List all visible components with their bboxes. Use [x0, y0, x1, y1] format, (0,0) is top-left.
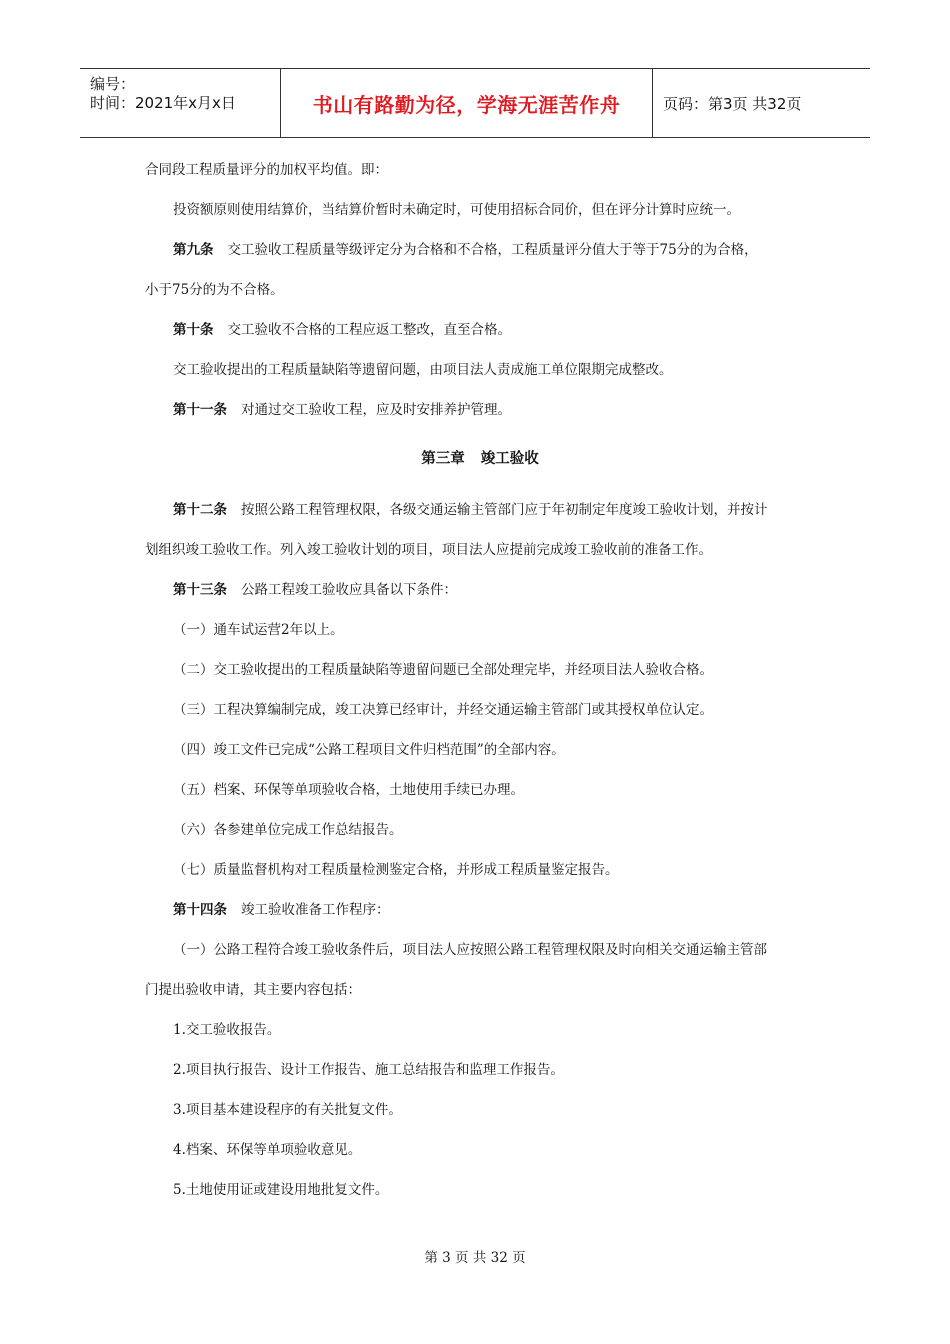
- paragraph: [145, 1050, 815, 1090]
- section-paragraphs: [145, 150, 815, 430]
- paragraph: [145, 1130, 815, 1170]
- chapter-heading: [145, 430, 815, 490]
- paragraph: [145, 610, 815, 650]
- paragraph-text: 按照公路工程管理权限，各级交通运输主管部门应于年初制定年度竣工验收计划，并按计: [241, 502, 768, 518]
- header-page-info: 页码：第3页 共32页: [663, 94, 802, 113]
- paragraph-text: （一）公路工程符合竣工验收条件后，项目法人应按照公路工程管理权限及时向相关交通运输主管部: [173, 942, 767, 958]
- paragraph: [145, 730, 815, 770]
- paragraph: [145, 930, 815, 970]
- header-motto: 书山有路勤为径，学海无涯苦作舟: [281, 69, 653, 137]
- paragraph-text: 门提出验收申请，其主要内容包括：: [145, 982, 361, 998]
- paragraph: [145, 570, 815, 610]
- page-footer: 第 3 页 共 32 页: [424, 1250, 526, 1266]
- paragraph: [145, 1010, 815, 1050]
- paragraph-text: 3.项目基本建设程序的有关批复文件。: [173, 1102, 402, 1118]
- article-number: 第十四条: [173, 902, 227, 918]
- paragraph-text: 交工验收工程质量等级评定分为合格和不合格，工程质量评分值大于等于75分的为合格，: [227, 242, 758, 258]
- chapter-title: 竣工验收: [480, 450, 539, 467]
- article-number: 第十二条: [173, 502, 227, 518]
- paragraph: [145, 770, 815, 810]
- paragraph: [145, 890, 815, 930]
- paragraph-text: 小于75分的为不合格。: [145, 282, 284, 298]
- paragraph-text: 对通过交工验收工程，应及时安排养护管理。: [241, 402, 511, 418]
- paragraph: [145, 350, 815, 390]
- paragraph-text: 交工验收提出的工程质量缺陷等遗留问题，由项目法人责成施工单位限期完成整改。: [173, 362, 673, 378]
- paragraph-text: （六）各参建单位完成工作总结报告。: [173, 822, 403, 838]
- paragraph: [145, 530, 815, 570]
- paragraph: [145, 490, 815, 530]
- article-number: 第十三条: [173, 582, 227, 598]
- document-body: [145, 150, 815, 1210]
- chapter-number: 第三章: [421, 450, 465, 467]
- document-time-label: 时间：2021年x月x日: [90, 94, 236, 112]
- page-header: [80, 68, 870, 138]
- article-number: 第十条: [173, 322, 214, 338]
- paragraph-text: （二）交工验收提出的工程质量缺陷等遗留问题已全部处理完毕，并经项目法人验收合格。: [173, 662, 713, 678]
- paragraph-text: 1.交工验收报告。: [173, 1022, 281, 1038]
- paragraph: [145, 850, 815, 890]
- paragraph-text: 划组织竣工验收工作。列入竣工验收计划的项目，项目法人应提前完成竣工验收前的准备工作。: [145, 542, 712, 558]
- paragraph-text: （四）竣工文件已完成“公路工程项目文件归档范围”的全部内容。: [173, 742, 565, 758]
- paragraph-text: 2.项目执行报告、设计工作报告、施工总结报告和监理工作报告。: [173, 1062, 564, 1078]
- paragraph-text: 投资额原则使用结算价，当结算价暂时未确定时，可使用招标合同价，但在评分计算时应统一。: [173, 202, 740, 218]
- paragraph-text: 公路工程竣工验收应具备以下条件：: [241, 582, 457, 598]
- paragraph-text: 交工验收不合格的工程应返工整改，直至合格。: [227, 322, 511, 338]
- article-number: 第九条: [173, 242, 214, 258]
- article-number: 第十一条: [173, 402, 227, 418]
- paragraph: [145, 190, 815, 230]
- paragraph: [145, 390, 815, 430]
- paragraph-text: （五）档案、环保等单项验收合格，土地使用手续已办理。: [173, 782, 524, 798]
- paragraph: [145, 690, 815, 730]
- paragraph: [145, 230, 815, 270]
- paragraph: [145, 310, 815, 350]
- paragraph: [145, 1090, 815, 1130]
- paragraph-text: 5.土地使用证或建设用地批复文件。: [173, 1182, 389, 1198]
- document-number-label: 编号：: [90, 75, 136, 93]
- paragraph: [145, 650, 815, 690]
- paragraph-text: （三）工程决算编制完成，竣工决算已经审计，并经交通运输主管部门或其授权单位认定。: [173, 702, 713, 718]
- section-paragraphs-chapter-3: [145, 490, 815, 1210]
- paragraph-text: 4.档案、环保等单项验收意见。: [173, 1142, 362, 1158]
- paragraph-text: （七）质量监督机构对工程质量检测鉴定合格，并形成工程质量鉴定报告。: [173, 862, 619, 878]
- paragraph: [145, 150, 815, 190]
- paragraph: [145, 970, 815, 1010]
- paragraph-text: 竣工验收准备工作程序：: [241, 902, 390, 918]
- paragraph: [145, 810, 815, 850]
- paragraph: [145, 1170, 815, 1210]
- paragraph: [145, 270, 815, 310]
- header-meta: [80, 69, 281, 137]
- paragraph-text: 合同段工程质量评分的加权平均值。即：: [145, 162, 388, 178]
- paragraph-text: （一）通车试运营2年以上。: [173, 622, 344, 638]
